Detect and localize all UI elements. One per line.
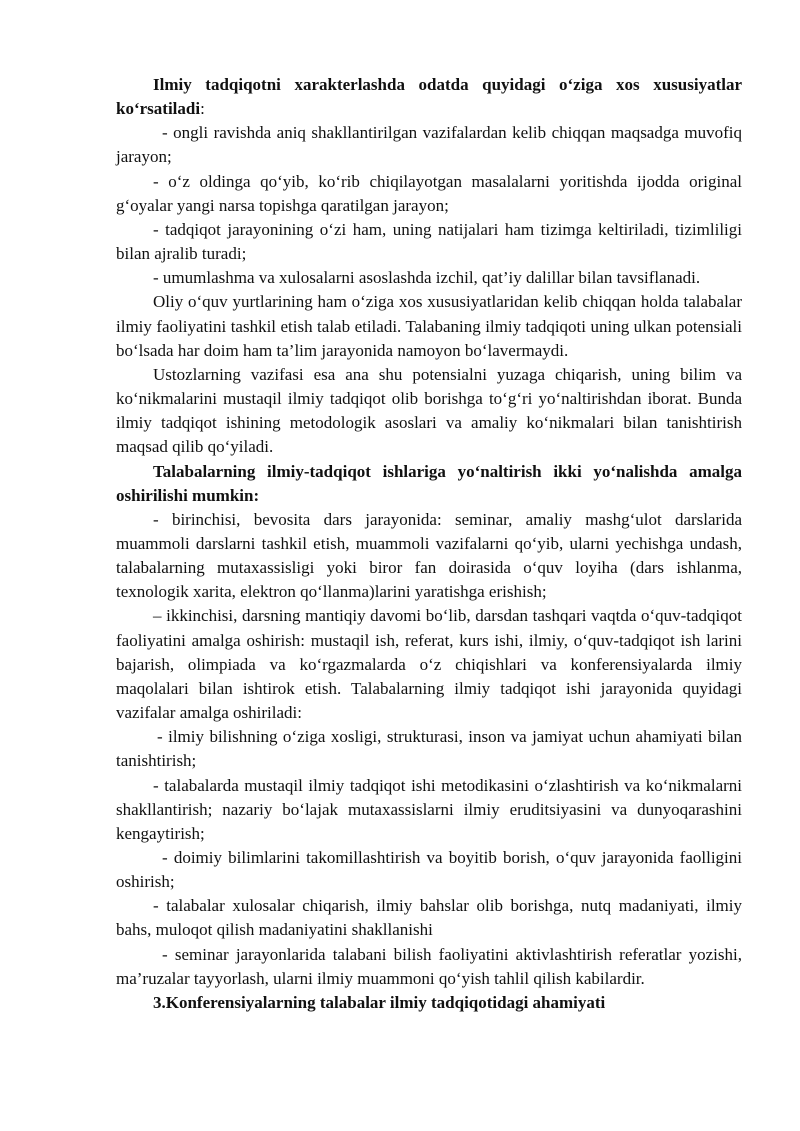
task-item: - doimiy bilimlarini takomillashtirish va boyitib borish, o‘quv jarayonida faolligini oshirish; xyxy=(116,848,742,892)
task-item: - seminar jarayonlarida talabani bilish faoliyatini aktivlashtirish referatlar yozishi, ma’ruzalar tayyorlash, ularni ilmiy muammoni qo‘yish tahlil qilish kabilardir. xyxy=(116,944,742,988)
directions-heading: Talabalarning ilmiy-tadqiqot ishlariga yo‘naltirish ikki yo‘nalishda amalga oshirilishi mumkin: xyxy=(116,461,742,505)
intro-colon: : xyxy=(200,99,205,119)
body-paragraph: Ustozlarning vazifasi esa ana shu potensialni yuzaga chiqarish, uning bilim va ko‘nikmalarini mustaqil ilmiy tadqiqot olib borishga to‘g‘ri yo‘naltirishdan iborat. Bunda ilmiy tadqiqot ishining metodologik asoslari va amaliy ko‘nikmalari bilan tanishtirish maqsad qilib qo‘yiladi. xyxy=(116,364,742,457)
direction-item: – ikkinchisi, darsning mantiqiy davomi bo‘lib, darsdan tashqari vaqtda o‘quv-tadqiqot faoliyatini amalga oshirish: mustaqil ish, referat, kurs ishi, ilmiy, o‘quv-tadqiqot ish larini bajarish, olimpiada va ko‘rgazmalarda o‘z chiqishlari va konferensiyalarda ilmiy maqolalari bilan ishtirok etish. Talabalarning ilmiy tadqiqot ishi jarayonida quyidagi vazifalar amalga oshiriladi: xyxy=(116,606,742,723)
task-item: - ilmiy bilishning o‘ziga xosligi, strukturasi, inson va jamiyat uchun ahamiyati bilan tanishtirish; xyxy=(116,727,742,771)
intro-paragraph xyxy=(116,73,742,121)
section-heading: 3.Konferensiyalarning talabalar ilmiy tadqiqotidagi ahamiyati xyxy=(153,992,606,1012)
document-page xyxy=(116,73,742,1015)
task-item: - talabalar xulosalar chiqarish, ilmiy bahslar olib borishga, nutq madaniyati, ilmiy bahs, muloqot qilish madaniyatini shakllanishi xyxy=(116,896,742,940)
feature-item: - tadqiqot jarayonining o‘zi ham, uning natijalari ham tizimga keltiriladi, tizimliligi bilan ajralib turadi; xyxy=(116,219,742,264)
feature-item: - ongli ravishda aniq shakllantirilgan vazifalardan kelib chiqqan maqsadga muvofiq jarayon; xyxy=(116,123,742,167)
intro-heading: Ilmiy tadqiqotni xarakterlashda odatda quyidagi o‘ziga xos xususiyatlar ko‘rsatiladi xyxy=(116,75,742,119)
feature-item: - umumlashma va xulosalarni asoslashda izchil, qat’iy dalillar bilan tavsiflanadi. xyxy=(153,268,701,288)
feature-item: - o‘z oldinga qo‘yib, ko‘rib chiqilayotgan masalalarni yoritishda ijodda original g‘oyalar yangi narsa topishga qaratilgan jarayon; xyxy=(116,171,742,215)
task-item: - talabalarda mustaqil ilmiy tadqiqot ishi metodikasini o‘zlashtirish va ko‘nikmalarni shakllantirish; nazariy bo‘lajak mutaxassislarni ilmiy eruditsiyasini va dunyoqarashini kengaytirish; xyxy=(116,775,742,843)
direction-item: - birinchisi, bevosita dars jarayonida: seminar, amaliy mashg‘ulot darslarida muammoli darslarni tashkil etish, muammoli vazifalarni qo‘yib, ularni yechishga undash, talabalarning mutaxassisligi yoki biror fan doirasida o‘quv loyiha (dars ishlanma, texnologik xarita, elektron qo‘llanma)larini yaratishga erishish; xyxy=(116,509,742,602)
body-paragraph: Oliy o‘quv yurtlarining ham o‘ziga xos xususiyatlaridan kelib chiqqan holda talabalar ilmiy faoliyatini tashkil etish talab etiladi. Talabaning ilmiy tadqiqoti uning ulkan potensiali bo‘lsada har doim ham ta’lim jarayonida namoyon bo‘lavermaydi. xyxy=(116,292,742,360)
